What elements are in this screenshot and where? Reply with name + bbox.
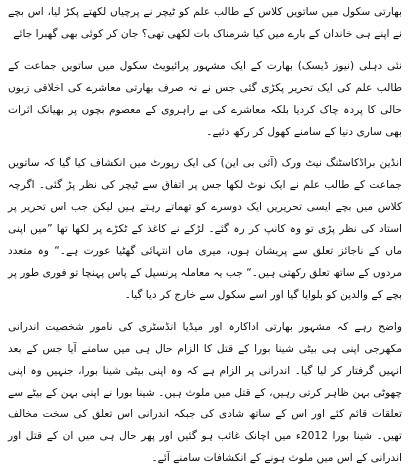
article-body-paragraph: انڈین براڈکاسٹنگ نیٹ ورک (آئی بی این) کی ایک رپورٹ میں انکشاف کیا گیا کہ ساتویں جماعت کے طالب علم نے ایک نوٹ لکھا جس پر اتفاق سے ٹیچر کی نظر پڑ گئی۔ اگرچہ کلاس میں بچے ایسی تحریریں ایک دوسرے کو تھماتے رہتے ہیں لیکن جب اس تحریر پر استاد کی نظر پڑی تو وہ کانپ کر رہ گئے۔ لڑکے نے کاغذ کے ٹکڑے پر لکھا تھا ”میں اپنی ماں کے ناجائز تعلق سے پریشان ہوں، میری ماں انتہائی گھٹیا عورت ہے۔“ وہ متعدد مردوں کے ساتھ تعلق رکھتی ہیں۔“ جب یہ معاملہ پرنسپل کے پاس پہنچا تو فوری طور پر بچے کے والدین کو بلوایا گیا اور اسے سکول سے خارج کر دیا گیا۔ <box>8 157 402 301</box>
paragraph-gap <box>8 307 402 317</box>
article-context-paragraph: واضح رہے کہ مشہور بھارتی اداکارہ اور میڈیا انڈسٹری کی نامور شخصیت اندرانی مکھرجی اپنی ہی بیٹی شینا بورا کے قتل کا الزام حال ہی میں سامنے آیا جس کے بعد انہیں گرفتار کر لیا گیا۔ اندرانی پر الزام ہے کہ وہ اپنی بیٹی شینا بورا، جنہیں وہ اپنی چھوٹی بہن ظاہر کرتی رہیں، کے قتل میں ملوث ہیں۔ شینا بورا نے اپنی بہن کے بیٹے سے تعلقات قائم کئے اور اس کے ساتھ شادی کی جبکہ اندرانی اس تعلق کی سخت مخالف تھیں۔ شینا بورا 2012ء میں اچانک غائب ہو گئیں اور پھر حال ہی میں ان کے قتل اور اندرانی کے اس میں ملوث ہونے کے انکشافات سامنے آئے۔ <box>8 320 402 465</box>
paragraph-gap <box>8 143 402 153</box>
article-intro-paragraph: نئی دہلی (نیوز ڈیسک) بھارت کے ایک مشہور پرائیویٹ سکول میں ساتویں جماعت کے طالب علم کی ایک تحریر پکڑی گئی جس نے نہ صرف بھارتی معاشرے کی اخلاقی زبوں حالی کا پردہ چاک کردیا بلکہ معاشرے کی بے راہروی کے معصوم بچوں پر بھیانک اثرات بھی ساری دنیا کے سامنے کھول کر رکھ دئیے۔ <box>8 59 402 138</box>
paragraph-gap <box>8 46 402 56</box>
article-headline: بھارتی سکول میں ساتویں کلاس کے طالب علم کو ٹیچر نے پرچیاں لکھتے پکڑ لیا، اس بچے نے اپنے ہی خاندان کے بارے میں کیا شرمناک بات لکھی تھی؟ جان کر کوئی بھی گھبرا جائے <box>8 6 402 40</box>
